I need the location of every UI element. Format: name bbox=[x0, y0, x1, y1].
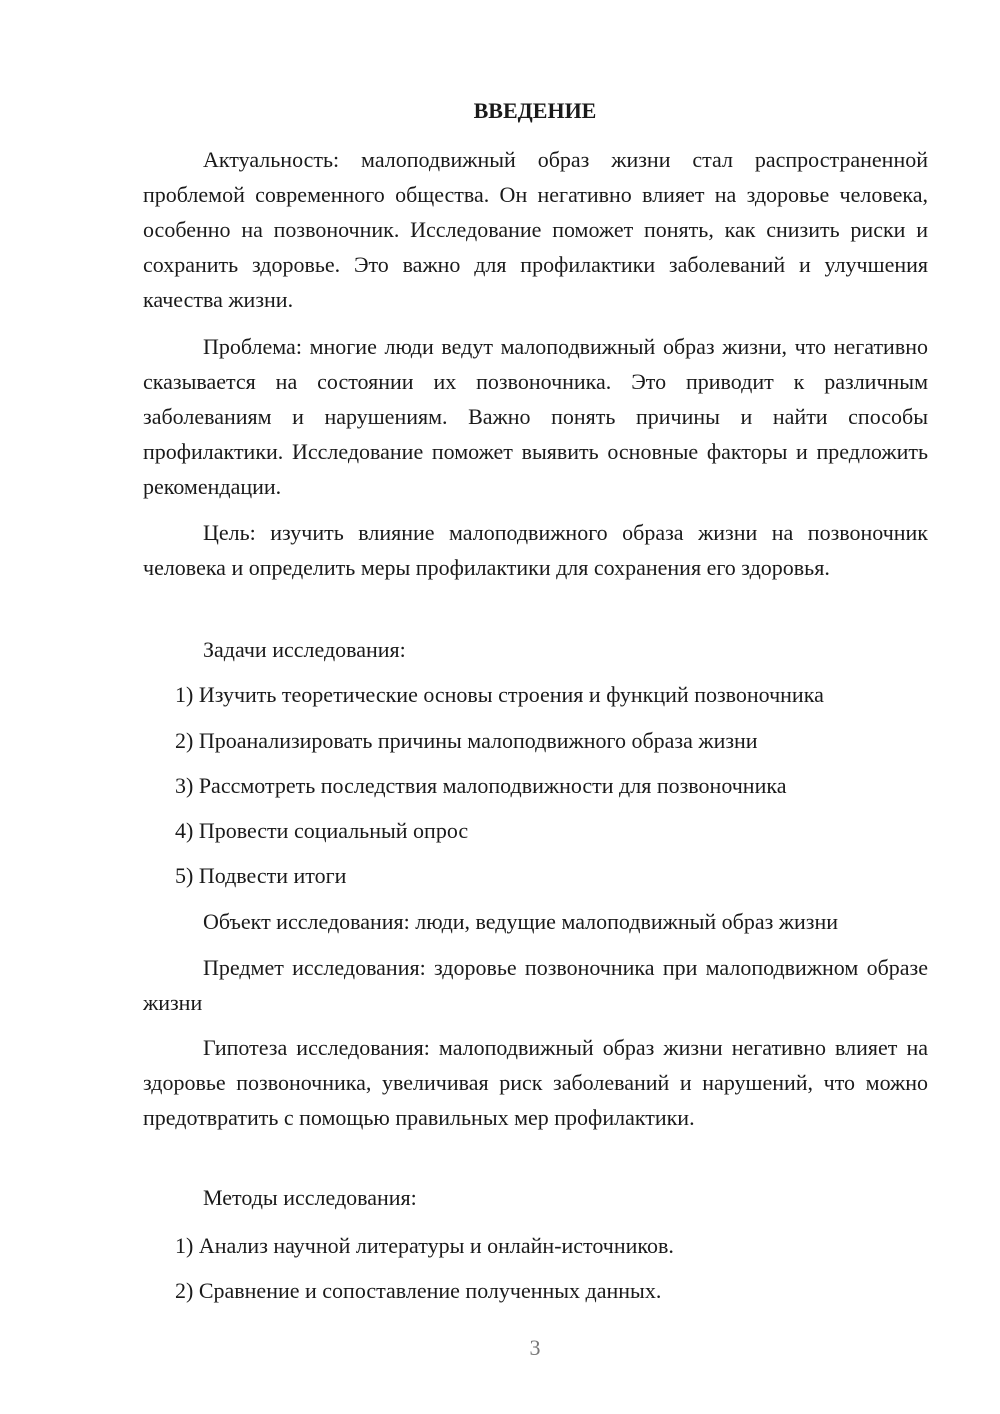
methods-heading: Методы исследования: bbox=[203, 1185, 417, 1210]
hypothesis-paragraph: Гипотеза исследования: малоподвижный образ жизни негативно влияет на здоровье позвоночника, увеличивая риск заболеваний и нарушений, что можно предотвратить с помощью правильных мер профилактики. bbox=[143, 1035, 928, 1130]
task-item-2: 2) Проанализировать причины малоподвижного образа жизни bbox=[175, 728, 758, 753]
problem-paragraph: Проблема: многие люди ведут малоподвижный образ жизни, что негативно сказывается на состоянии их позвоночника. Это приводит к различным заболеваниям и нарушениям. Важно понять причины и найти способы профилактики. Исследование поможет выявить основные факторы и предложить рекомендации. bbox=[143, 334, 928, 499]
task-item-4: 4) Провести социальный опрос bbox=[175, 818, 469, 843]
goal-paragraph: Цель: изучить влияние малоподвижного образа жизни на позвоночник человека и определить меры профилактики для сохранения его здоровья. bbox=[143, 520, 928, 580]
page-title: ВВЕДЕНИЕ bbox=[473, 98, 597, 123]
method-item-2: 2) Сравнение и сопоставление полученных данных. bbox=[175, 1278, 662, 1303]
relevance-paragraph: Актуальность: малоподвижный образ жизни стал распространенной проблемой современного общества. Он негативно влияет на здоровье человека, особенно на позвоночник. Исследование поможет понять, как снизить риски и сохранить здоровье. Это важно для профилактики заболеваний и улучшения качества жизни. bbox=[143, 147, 928, 312]
task-item-3: 3) Рассмотреть последствия малоподвижности для позвоночника bbox=[175, 773, 787, 798]
task-item-5: 5) Подвести итоги bbox=[175, 863, 347, 888]
tasks-heading: Задачи исследования: bbox=[203, 637, 406, 662]
task-item-1: 1) Изучить теоретические основы строения и функций позвоночника bbox=[175, 682, 824, 707]
method-item-1: 1) Анализ научной литературы и онлайн-источников. bbox=[175, 1233, 674, 1258]
page-number: 3 bbox=[529, 1335, 541, 1360]
subject-paragraph: Предмет исследования: здоровье позвоночника при малоподвижном образе жизни bbox=[143, 955, 928, 1015]
object-paragraph: Объект исследования: люди, ведущие малоподвижный образ жизни bbox=[203, 909, 839, 934]
